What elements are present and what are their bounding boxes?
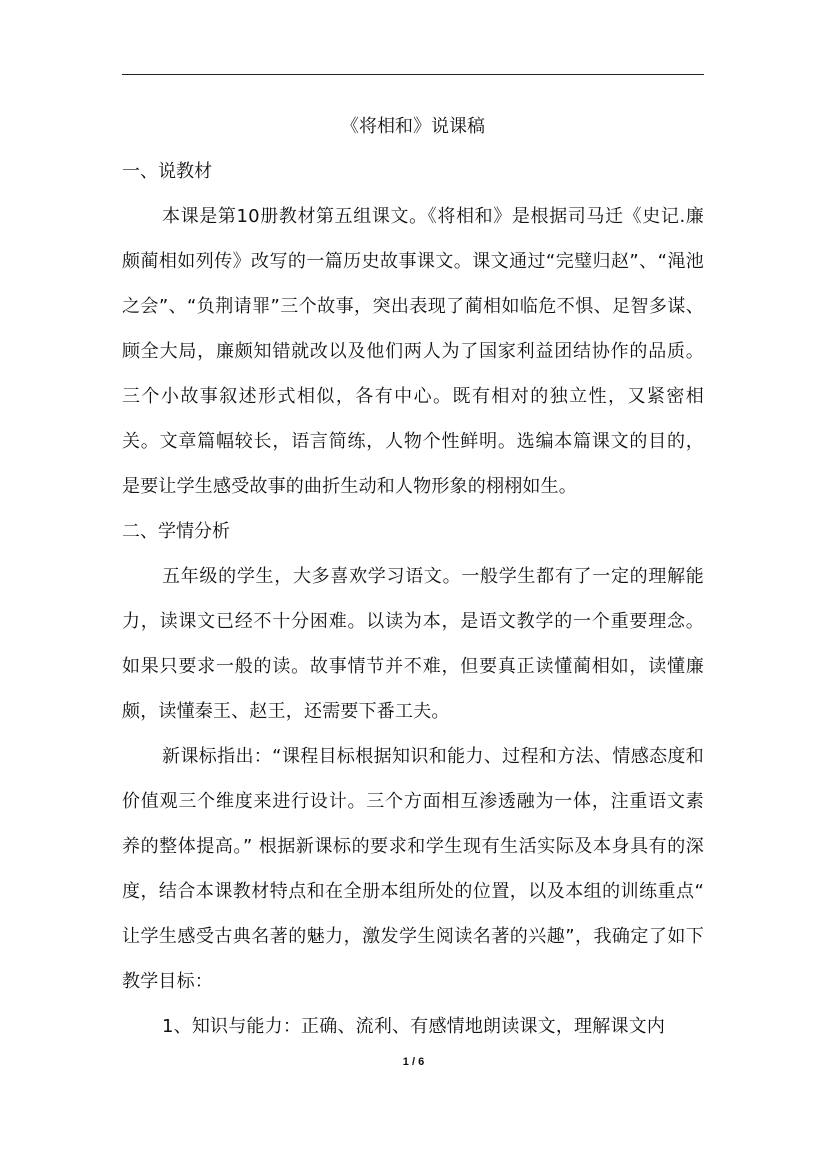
paragraph-curriculum-standard: 新课标指出：“课程目标根据知识和能力、过程和方法、情感态度和价值观三个维度来进行设计。三个方面相互渗透融为一体，注重语文素养的整体提高。” 根据新课标的要求和学生现有生活实际及本身具有的深度，结合本课教材特点和在全册本组所处的位置，以及本组的训练重点“ 让学生感受古典名著的魅力，激发学生阅读名著的兴趣”，我确定了如下教学目标： [122,746,704,992]
document-title: 《将相和》说课稿 [341,116,485,137]
section-heading-textbook: 一、说教材 [122,161,212,182]
document-body [122,104,704,1049]
paragraph-goal-knowledge: 1、知识与能力：正确、流利、有感情地朗读课文，理解课文内 [162,1016,666,1037]
paragraph-textbook-intro: 本课是第10册教材第五组课文。《将相和》是根据司马迁《史记.廉颇蔺相如列传》改写的一篇历史故事课文。课文通过“完璧归赵”、“渑池之会”、“负荆请罪”三个故事，突出表现了蔺相如临危不惧、足智多谋、顾全大局，廉颇知错就改以及他们两人为了国家利益团结协作的品质。三个小故事叙述形式相似，各有中心。既有相对的独立性，又紧密相关。文章篇幅较长，语言简练，人物个性鲜明。选编本篇课文的目的，是要让学生感受故事的曲折生动和人物形象的栩栩如生。 [122,206,704,497]
section-heading-student-analysis: 二、学情分析 [122,521,230,542]
header-rule [122,74,704,75]
paragraph-student-ability: 五年级的学生，大多喜欢学习语文。一般学生都有了一定的理解能力，读课文已经不十分困难。以读为本，是语文教学的一个重要理念。如果只要求一般的读。故事情节并不难，但要真正读懂蔺相如，读懂廉颇，读懂秦王、赵王，还需要下番工夫。 [122,566,704,722]
page-number: 1 / 6 [402,1056,425,1068]
